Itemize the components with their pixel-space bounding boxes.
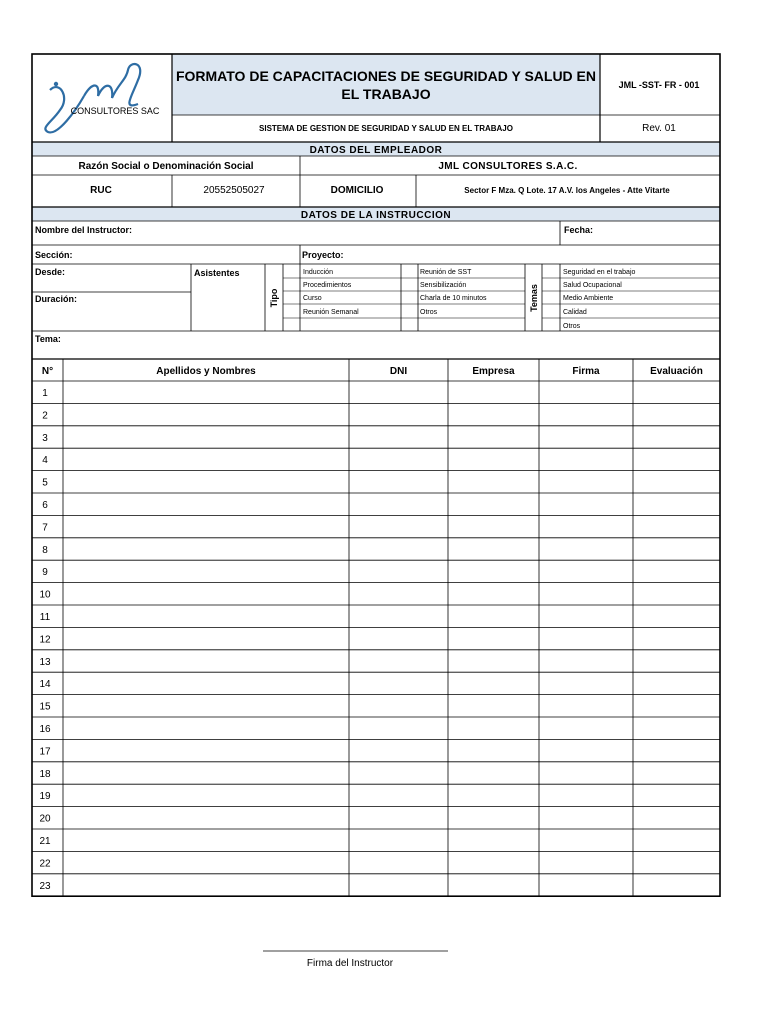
row-number: 3 [42, 432, 48, 444]
row-number: 11 [39, 612, 51, 623]
section-field[interactable]: Sección: [35, 250, 73, 260]
table-header-cell: Firma [572, 366, 600, 377]
duration-field[interactable]: Duración: [35, 294, 78, 304]
table-header-cell: Apellidos y Nombres [156, 366, 256, 377]
type-options-col1 [303, 269, 359, 316]
table-row[interactable] [40, 612, 51, 623]
company-name-value[interactable]: JML CONSULTORES S.A.C. [438, 161, 578, 172]
table-row[interactable] [39, 634, 51, 645]
row-number: 6 [42, 500, 48, 511]
row-number: 2 [42, 410, 48, 422]
row-number: 19 [39, 791, 51, 803]
row-number: 21 [39, 836, 51, 847]
row-number: 16 [39, 724, 51, 735]
row-number: 18 [39, 768, 51, 780]
table-row[interactable] [39, 657, 51, 668]
type-option[interactable]: Reunión de SST [420, 269, 472, 276]
table-row[interactable] [42, 388, 48, 399]
address-value[interactable]: Sector F Mza. Q Lote. 17 A.V. los Angeles - Atte Vitarte [464, 186, 670, 195]
topic-option[interactable]: Calidad [563, 309, 587, 316]
project-field[interactable]: Proyecto: [302, 250, 344, 260]
table-row[interactable] [39, 881, 51, 892]
revision-label: Rev. 01 [642, 123, 676, 134]
type-label: Tipo [269, 288, 279, 308]
table-header-cell: Empresa [472, 366, 515, 377]
table-row[interactable] [39, 724, 51, 735]
row-number: 5 [42, 477, 48, 489]
table-row[interactable] [39, 836, 51, 847]
table-row[interactable] [39, 702, 51, 713]
table-row[interactable] [39, 791, 51, 802]
row-number: 12 [39, 634, 51, 646]
instructor-signature-label: Firma del Instructor [306, 958, 394, 969]
topics-label: Temas [529, 284, 539, 312]
row-number: 7 [42, 522, 48, 534]
type-option[interactable]: Inducción [303, 269, 333, 276]
form-title-line2: EL TRABAJO [341, 86, 431, 102]
table-row[interactable] [39, 679, 51, 690]
topic-option[interactable]: Salud Ocupacional [563, 282, 622, 289]
table-row[interactable] [42, 500, 48, 511]
type-option[interactable]: Curso [303, 295, 322, 302]
table-row[interactable] [39, 590, 51, 601]
table-header-cell: N° [41, 366, 54, 377]
type-option[interactable]: Reunión Semanal [303, 309, 359, 316]
address-label: DOMICILIO [330, 185, 384, 196]
type-option[interactable]: Charla de 10 minutos [420, 295, 487, 302]
table-row[interactable] [42, 545, 48, 556]
topic-option[interactable]: Medio Ambiente [563, 295, 614, 302]
attendance-table [39, 366, 702, 892]
company-logo [45, 64, 159, 132]
table-row[interactable] [42, 410, 48, 421]
row-number: 14 [39, 679, 51, 691]
management-system-label: SISTEMA DE GESTION DE SEGURIDAD Y SALUD EN EL TRABAJO [259, 124, 513, 133]
table-header-cell: Evaluación [650, 366, 703, 377]
row-number: 9 [42, 567, 48, 579]
employer-section-title: DATOS DEL EMPLEADOR [309, 145, 443, 156]
topic-field[interactable]: Tema: [35, 334, 61, 344]
table-row[interactable] [42, 433, 48, 444]
type-option[interactable]: Otros [420, 309, 438, 316]
instructor-name-field[interactable]: Nombre del Instructor: [35, 225, 133, 235]
row-number: 10 [39, 589, 51, 601]
type-option[interactable]: Procedimientos [303, 282, 352, 289]
title-cell-fill [172, 55, 600, 115]
instruction-section [35, 210, 635, 344]
row-number: 23 [39, 880, 51, 892]
form-code: JML -SST- FR - 001 [618, 80, 700, 90]
table-body [39, 388, 51, 892]
row-number: 17 [39, 746, 51, 758]
table-row[interactable] [42, 455, 48, 466]
table-row[interactable] [42, 567, 48, 578]
topic-option[interactable]: Seguridad en el trabajo [563, 269, 636, 276]
ruc-value[interactable]: 20552505027 [203, 185, 265, 196]
ruc-label: RUC [90, 185, 112, 196]
form-footer [263, 951, 448, 969]
type-option[interactable]: Sensibilización [420, 282, 467, 289]
company-name-label: Razón Social o Denominación Social [78, 161, 254, 172]
row-number: 1 [42, 388, 48, 399]
logo-subtext: CONSULTORES SAC [70, 106, 160, 116]
table-header-cell: DNI [389, 366, 408, 377]
table-row[interactable] [39, 746, 51, 757]
from-field[interactable]: Desde: [35, 267, 66, 277]
date-field[interactable]: Fecha: [564, 225, 594, 235]
attendees-field[interactable]: Asistentes [194, 268, 240, 278]
table-row[interactable] [39, 858, 51, 869]
table-header-row [42, 366, 703, 377]
table-row[interactable] [39, 814, 51, 825]
topic-option[interactable]: Otros [563, 323, 581, 330]
form-title-line1: FORMATO DE CAPACITACIONES DE SEGURIDAD Y SALUD EN [175, 68, 597, 84]
row-number: 13 [39, 656, 51, 668]
row-number: 4 [42, 455, 48, 467]
table-row[interactable] [39, 769, 51, 780]
row-number: 20 [39, 813, 51, 825]
type-options-col2 [420, 269, 487, 316]
form-grid-lines [32, 54, 720, 896]
instruction-section-title: DATOS DE LA INSTRUCCION [300, 210, 452, 221]
table-row[interactable] [42, 478, 48, 489]
row-number: 22 [39, 858, 51, 870]
row-number: 8 [42, 544, 48, 556]
table-row[interactable] [42, 522, 48, 533]
row-number: 15 [39, 701, 51, 713]
form-header [32, 55, 720, 221]
